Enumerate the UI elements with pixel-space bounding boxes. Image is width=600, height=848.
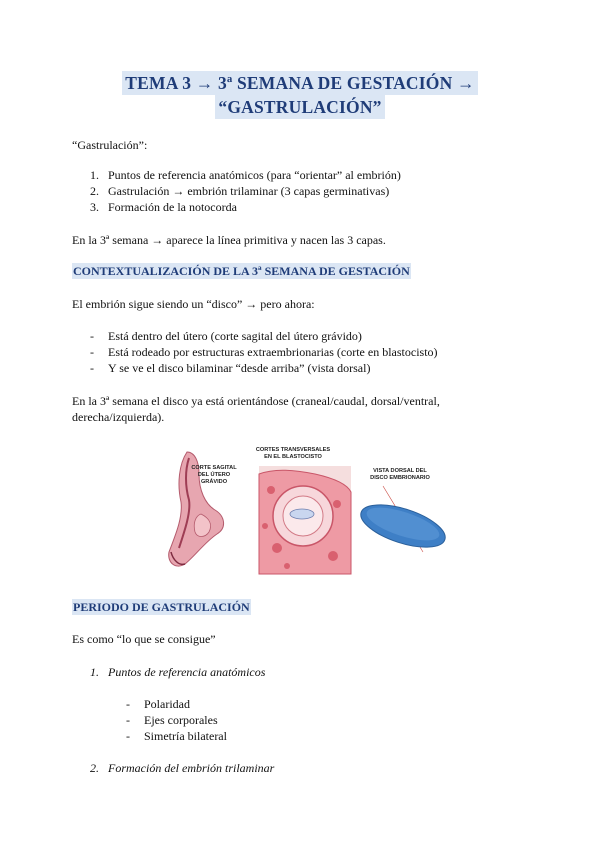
embryonic-disc-illustration (356, 468, 450, 556)
context-lead: El embrión sigue siendo un “disco” → pero ahora: (72, 297, 315, 311)
context-paragraph-line-1: En la 3ª semana el disco ya está orientándose (craneal/caudal, dorsal/ventral, (72, 394, 440, 408)
intro-heading: “Gastrulación”: (72, 138, 148, 152)
caption-uterus-line: DEL ÚTERO (197, 472, 231, 478)
caption-disc-line: VISTA DORSAL DEL (373, 468, 427, 474)
caption-blastocyst (256, 447, 331, 460)
caption-disc-line: DISCO EMBRIONARIO (370, 475, 430, 481)
blastocyst-section-illustration (256, 447, 351, 574)
document-page: TEMA 3 → 3ª SEMANA DE GESTACIÓN → “GASTRULACIÓN” “Gastrulación”: 1. Puntos de referencia anatómicos (para “orientar” al embrión) 2. Gastrulación → embrión trilaminar (3 capas germinativas) 3. Formación de la notocorda En la 3ª semana → aparece la línea primitiva y nacen las 3 capas. CONTEXTUALIZACIÓN DE LA 3ª SEMANA DE GESTACIÓN El embrión sigue siendo un “disco” → pero ahora: - Está dentro del útero (corte sagital del útero grávido) - Está rodeado por estructuras extraembrionarias (corte en blastocisto) - Y se ve el disco bilaminar “desde arriba” (vista dorsal) En la 3ª semana el disco ya está orientándose (craneal/caudal, dorsal/ventral, derecha/izquierda). CORTE SAGITAL DEL ÚTERO GRÁVIDO CORTES TRANSVERSALES EN EL BLASTOCISTO VISTA DORSAL DEL DISCO EMBRIONARIO PERIODO DE GASTRULACIÓN Es como “lo que se consigue” 1. Puntos de referencia anatómicos - Polaridad - Ejes corporales - Simetría bilateral 2. Formación del embrión trilaminar (0, 0, 600, 848)
section-heading-context: CONTEXTUALIZACIÓN DE LA 3ª SEMANA DE GESTACIÓN (73, 264, 410, 278)
context-paragraph-line-2: derecha/izquierda). (72, 410, 165, 424)
page-title-line-2: “GASTRULACIÓN” (0, 97, 600, 118)
section-heading-gastrulation: PERIODO DE GASTRULACIÓN (73, 600, 250, 614)
caption-uterus-line: GRÁVIDO (200, 479, 228, 485)
caption-blastocyst-line: CORTES TRANSVERSALES (255, 447, 331, 453)
intro-note: En la 3ª semana → aparece la línea primitiva y nacen las 3 capas. (72, 233, 386, 247)
uterus-sagittal-illustration (169, 452, 238, 566)
gastrulation-lead: Es como “lo que se consigue” (72, 632, 216, 646)
page-title-line-1: TEMA 3 → 3ª SEMANA DE GESTACIÓN → (0, 73, 600, 94)
caption-disc (370, 468, 430, 481)
caption-blastocyst-line: EN EL BLASTOCISTO (264, 454, 322, 460)
embryology-figure (165, 444, 450, 576)
caption-uterus-line: CORTE SAGITAL (191, 465, 237, 471)
